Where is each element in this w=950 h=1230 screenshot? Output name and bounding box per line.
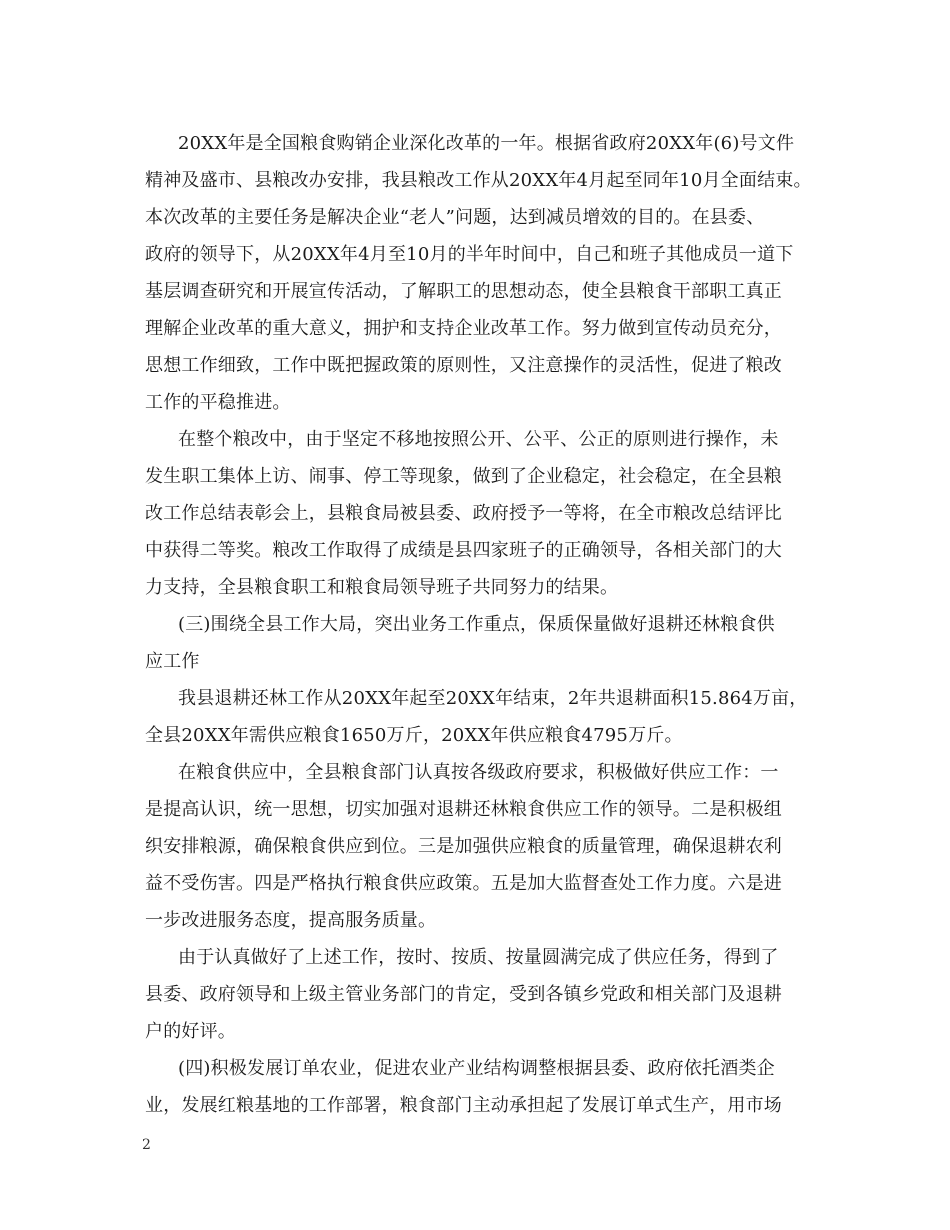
paragraph-1-line-3: 本次改革的主要任务是解决企业“老人”问题，达到减员增效的目的。在县委、: [145, 207, 765, 228]
paragraph-6-line-2: 县委、政府领导和上级主管业务部门的肯定，受到各镇乡党政和相关部门及退耕: [145, 984, 782, 1005]
paragraph-5-line-5: 一步改进服务态度，提高服务质量。: [145, 910, 437, 931]
paragraph-2-line-4: 中获得二等奖。粮改工作取得了成绩是县四家班子的正确领导，各相关部门的大: [145, 540, 782, 561]
paragraph-2-line-2: 发生职工集体上访、闹事、停工等现象，做到了企业稳定，社会稳定，在全县粮: [145, 466, 782, 487]
paragraph-1-line-2: 精神及盛市、县粮改办安排，我县粮改工作从20XX年4月起至同年10月全面结束。: [145, 170, 812, 191]
paragraph-1-line-6: 理解企业改革的重大意义，拥护和支持企业改革工作。努力做到宣传动员充分，: [145, 318, 782, 339]
paragraph-1-line-4: 政府的领导下，从20XX年4月至10月的半年时间中，自己和班子其他成员一道下: [145, 244, 794, 265]
page-number: 2: [142, 1137, 151, 1153]
paragraph-1-line-7: 思想工作细致，工作中既把握政策的原则性，又注意操作的灵活性，促进了粮改: [145, 355, 782, 376]
paragraph-1-line-1: 20XX年是全国粮食购销企业深化改革的一年。根据省政府20XX年(6)号文件: [178, 133, 795, 154]
paragraph-2-line-1: 在整个粮改中，由于坚定不移地按照公开、公平、公正的原则进行操作，未: [178, 429, 779, 450]
paragraph-7-line-2: 业，发展红粮基地的工作部署，粮食部门主动承担起了发展订单式生产，用市场: [145, 1095, 782, 1116]
section-3-heading-line-2: 应工作: [145, 651, 200, 672]
paragraph-5-line-3: 织安排粮源，确保粮食供应到位。三是加强供应粮食的质量管理，确保退耕农利: [145, 836, 782, 857]
paragraph-1-line-8: 工作的平稳推进。: [145, 392, 291, 413]
paragraph-4-line-2: 全县20XX年需供应粮食1650万斤，20XX年供应粮食4795万斤。: [145, 725, 683, 746]
paragraph-5-line-1: 在粮食供应中，全县粮食部门认真按各级政府要求，积极做好供应工作：一: [178, 762, 779, 783]
paragraph-1-line-5: 基层调查研究和开展宣传活动，了解职工的思想动态，使全县粮食干部职工真正: [145, 281, 782, 302]
paragraph-7-line-1: (四)积极发展订单农业，促进农业产业结构调整根据县委、政府依托酒类企: [178, 1058, 775, 1079]
paragraph-2-line-3: 改工作总结表彰会上，县粮食局被县委、政府授予一等将，在全市粮改总结评比: [145, 503, 782, 524]
section-3-heading-line-1: (三)围绕全县工作大局，突出业务工作重点，保质保量做好退耕还林粮食供: [178, 614, 775, 635]
paragraph-2-line-5: 力支持，全县粮食职工和粮食局领导班子共同努力的结果。: [145, 577, 619, 598]
paragraph-4-line-1: 我县退耕还林工作从20XX年起至20XX年结束，2年共退耕面积15.864万亩，: [178, 688, 808, 709]
paragraph-5-line-4: 益不受伤害。四是严格执行粮食供应政策。五是加大监督查处工作力度。六是进: [145, 873, 782, 894]
paragraph-6-line-1: 由于认真做好了上述工作，按时、按质、按量圆满完成了供应任务，得到了: [178, 947, 779, 968]
paragraph-5-line-2: 是提高认识，统一思想，切实加强对退耕还林粮食供应工作的领导。二是积极组: [145, 799, 782, 820]
paragraph-6-line-3: 户的好评。: [145, 1021, 236, 1042]
